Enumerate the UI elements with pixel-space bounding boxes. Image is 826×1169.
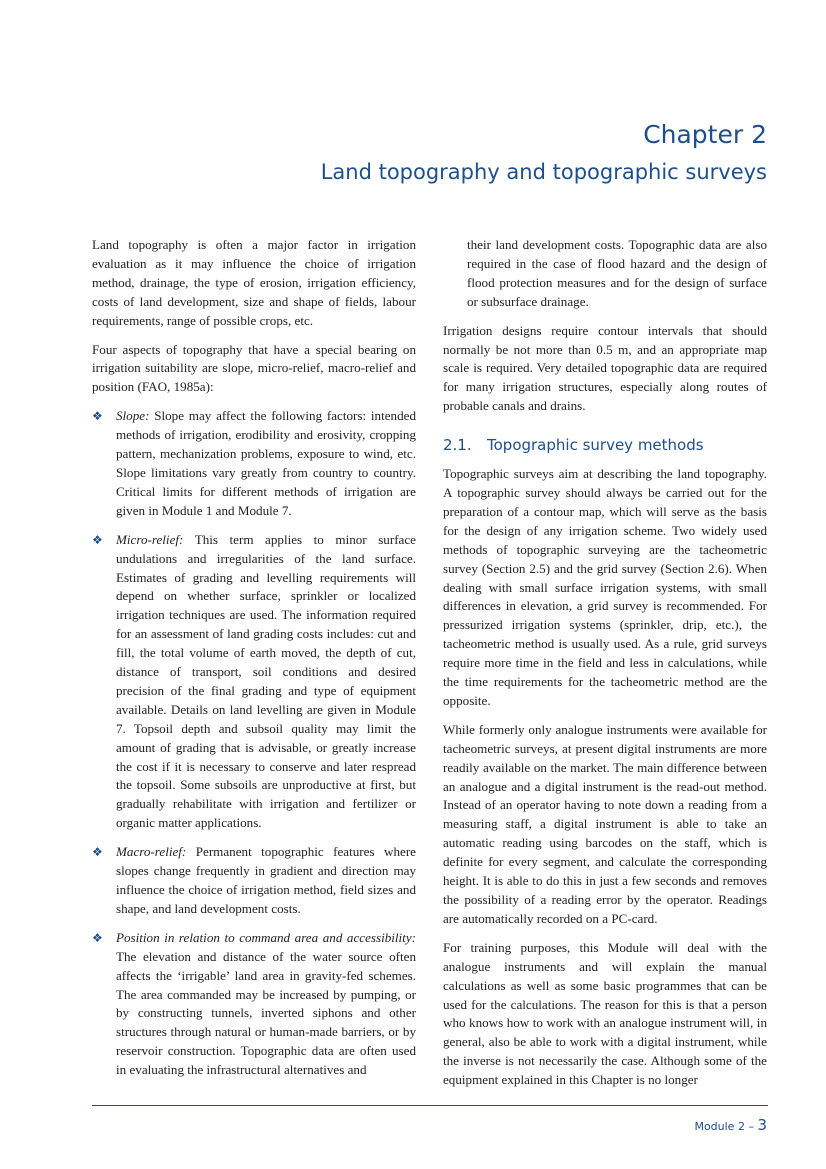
list-item-term: Position in relation to command area and accessibility: bbox=[116, 929, 416, 945]
list-item-text: This term applies to minor surface undulations and irregularities of the land surface. Estimates of grading and levelling requirements will depend on whether surface, sprinkler or localized irrigation techniques are used. The information required for an assessment of land grading costs includes: cut and fill, the total volume of earth moved, the depth of cut, distance of transport, soil conditions and desired precision of the final grading and type of equipment available. Details on land levelling are given in Module 7. Topsoil depth and subsoil quality may limit the amount of grading that is advisable, or greatly increase the cost if it is necessary to conserve and later respread the topsoil. Some subsoils are unproductive at first, but gradually rehabilitate with irrigation and fertilizer or organic matter applications. bbox=[116, 531, 416, 831]
chapter-title: Land topography and topographic surveys bbox=[320, 160, 767, 184]
diamond-bullet-icon: ❖ bbox=[92, 930, 103, 945]
diamond-bullet-icon: ❖ bbox=[92, 845, 103, 860]
list-item bbox=[92, 843, 416, 919]
section-title: Topographic survey methods bbox=[487, 436, 704, 455]
list-item-term: Macro-relief: bbox=[116, 844, 187, 860]
list-item bbox=[92, 531, 416, 834]
footer-divider bbox=[92, 1105, 768, 1106]
paragraph: Four aspects of topography that have a special bearing on irrigation suitability are slope, micro-relief, macro-relief and position (FAO, 1985a): bbox=[92, 341, 416, 395]
right-column bbox=[443, 236, 767, 1100]
list-item-term: Slope: bbox=[116, 408, 150, 424]
list-item-text: Permanent topographic features where slopes change frequently in gradient and direction may influence the choice of irrigation method, field sizes and shape, and land development costs. bbox=[116, 844, 416, 916]
page-number: 3 bbox=[757, 1116, 767, 1134]
list-item bbox=[92, 407, 416, 520]
section-heading bbox=[443, 436, 767, 455]
diamond-bullet-icon: ❖ bbox=[92, 409, 103, 424]
paragraph: Irrigation designs require contour intervals that should normally be not more than 0.5 m, and an appropriate map scale is required. Very detailed topographic data are required for many irrigation structures, especially along routes of probable canals and drains. bbox=[443, 322, 767, 414]
topography-aspects-list bbox=[92, 407, 416, 1080]
diamond-bullet-icon: ❖ bbox=[92, 532, 103, 547]
list-item-term: Micro-relief: bbox=[116, 531, 184, 547]
module-label: Module 2 – bbox=[694, 1120, 754, 1133]
list-item bbox=[92, 929, 416, 1080]
list-item-text: The elevation and distance of the water source often affects the ‘irrigable’ land area in gravity-fed schemes. The area commanded may be increased by pumping, or by constructing tunnels, inverted siphons and other structures through natural or human-made barriers, or by reservoir construction. Topographic data are often used in evaluating the infrastructural alternatives and bbox=[116, 948, 416, 1078]
list-item-text: Slope may affect the following factors: intended methods of irrigation, erodibility and erosivity, cropping pattern, mechanization problems, exposure to wind, etc. Slope limitations vary greatly from country to country. Critical limits for different methods of irrigation are given in Module 1 and Module 7. bbox=[116, 408, 416, 518]
left-column bbox=[92, 236, 416, 1090]
chapter-number: Chapter 2 bbox=[643, 120, 767, 149]
paragraph: While formerly only analogue instruments were available for tacheometric surveys, at present digital instruments are more readily available on the market. The main difference between an analogue and a digital instrument is the read-out method. Instead of an operator having to note down a reading from a measuring staff, a digital instrument is able to take an automatic reading using barcodes on the staff, which is definite for every segment, and calculate the corresponding height. It is able to do this in just a few seconds and removes the possibility of a reading error by the operator. Readings are automatically recorded on a PC-card. bbox=[443, 721, 767, 926]
page-footer bbox=[694, 1116, 767, 1134]
section-number: 2.1. bbox=[443, 436, 472, 455]
list-item-continuation: their land development costs. Topographic data are also required in the case of flood hazard and the design of flood protection measures and for the design of surface or subsurface drainage. bbox=[467, 237, 767, 309]
paragraph: Topographic surveys aim at describing the land topography. A topographic survey should always be carried out for the preparation of a contour map, which will serve as the basis for the design of any irrigation scheme. Two widely used methods of topographic surveying are the tacheometric survey (Section 2.5) and the grid survey (Section 2.6). When dealing with small surface irrigation systems, with small differences in elevation, a grid survey is recommended. For pressurized irrigation systems (sprinkler, drip, etc.), the tacheometric method is usually used. As a rule, grid surveys require more time in the field and less in calculations, while the time requirements for the tacheometric method are the opposite. bbox=[443, 466, 767, 708]
paragraph: Land topography is often a major factor in irrigation evaluation as it may influence the choice of irrigation method, drainage, the type of erosion, irrigation efficiency, costs of land development, size and shape of fields, labour requirements, range of possible crops, etc. bbox=[92, 237, 416, 328]
paragraph: For training purposes, this Module will deal with the analogue instruments and will explain the manual calculations as well as some basic programmes that can be used for the calculations. The reason for this is that a person who knows how to work with an analogue instrument will, in general, also be able to work with a digital instrument, while the inverse is not necessarily the case. Although some of the equipment explained in this Chapter is no longer bbox=[443, 939, 767, 1088]
